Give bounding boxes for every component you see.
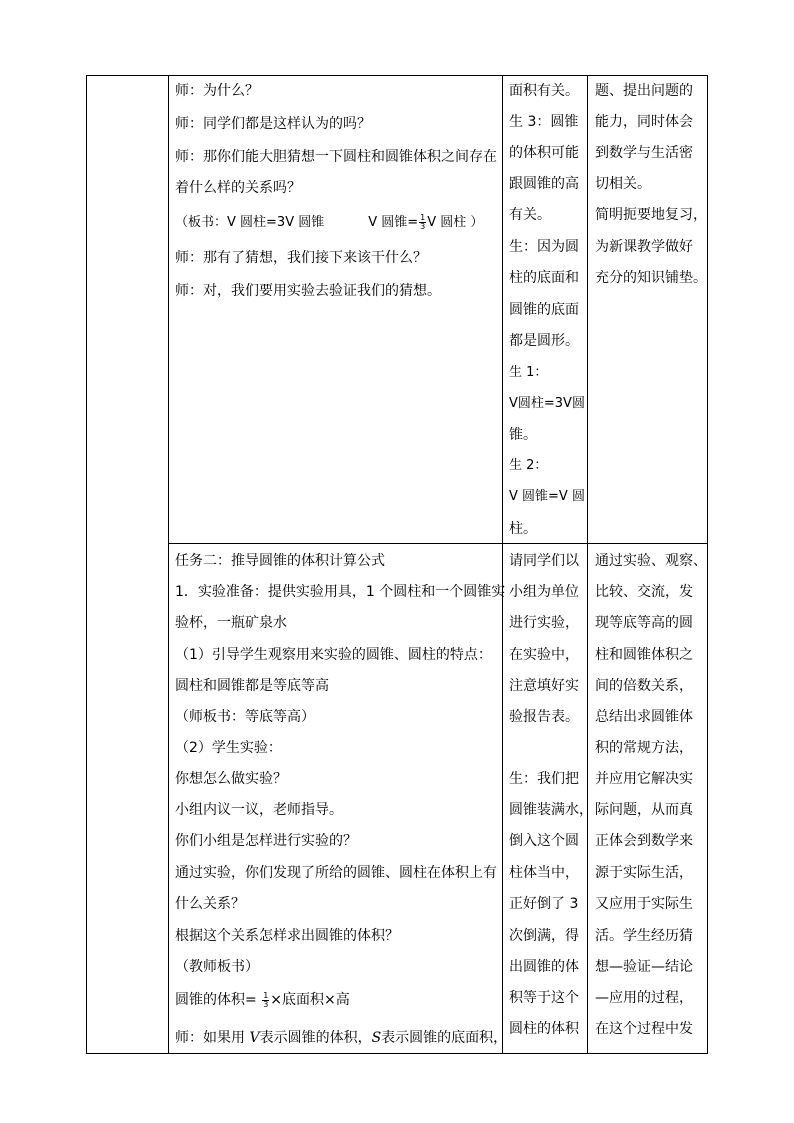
student-line: 柱。: [509, 521, 537, 537]
student-line: 生 3：圆锥: [509, 114, 579, 130]
fraction-one-third: $\frac{1}{3}$: [420, 213, 426, 231]
student-line: 圆柱的体积: [509, 1021, 579, 1037]
student-line: 在实验中，: [509, 647, 579, 663]
process-line: 验杯，一瓶矿泉水: [175, 615, 287, 631]
intent-line: 题、提出问题的: [595, 83, 693, 99]
intent-line: 总结出求圆锥体: [595, 709, 693, 725]
student-line: 柱的底面和: [509, 270, 579, 286]
student-line: 小组为单位: [509, 584, 579, 600]
student-line: 的体积可能: [509, 145, 579, 161]
process-line: （2）学生实验：: [175, 740, 282, 756]
process-line: 圆柱和圆锥都是等底等高: [175, 678, 329, 694]
student-line: 积等于这个: [509, 990, 579, 1006]
intent-line: 柱和圆锥体积之: [595, 647, 693, 663]
table-right-border: [707, 75, 708, 1054]
intent-line: 到数学与生活密: [595, 145, 693, 161]
process-line: 你想怎么做实验？: [175, 771, 287, 787]
student-line: 验报告表。: [509, 709, 579, 725]
intent-line: 积的常规方法，: [595, 740, 693, 756]
student-line: 有关。: [509, 207, 551, 223]
intent-line: 际问题，从而真: [595, 802, 693, 818]
student-line: 生：因为圆: [509, 239, 579, 255]
student-line: 面积有关。: [509, 83, 579, 99]
column-divider-1: [168, 75, 169, 1054]
student-line: 柱体当中，: [509, 865, 579, 881]
student-line: 圆锥的底面: [509, 302, 579, 318]
student-line: 出圆锥的体: [509, 959, 579, 975]
cone-volume-formula: [175, 990, 350, 1010]
student-line: 次倒满，得: [509, 928, 579, 944]
dialogue-line: 师：对，我们要用实验去验证我们的猜想。: [175, 283, 441, 299]
column-divider-2: [502, 75, 503, 1054]
intent-line: 又应用于实际生: [595, 896, 693, 912]
process-line: 1．实验准备：提供实验用具，1 个圆柱和一个圆锥实: [175, 584, 506, 600]
student-line: 圆锥装满水，: [509, 802, 593, 818]
student-line: 都是圆形。: [509, 333, 579, 349]
formula-part: V 圆锥=: [368, 215, 419, 230]
student-line: 锥。: [509, 427, 537, 443]
dialogue-line: 师：那你们能大胆猜想一下圆柱和圆锥体积之间存在: [175, 149, 497, 165]
student-line: 注意填好实: [509, 678, 579, 694]
intent-line: 现等底等高的圆: [595, 615, 693, 631]
task-title: 任务二：推导圆锥的体积计算公式: [175, 553, 385, 569]
intent-line: 在这个过程中发: [595, 1021, 693, 1037]
row-divider: [168, 543, 708, 544]
blackboard-formula: [175, 213, 483, 233]
process-line: （1）引导学生观察用来实验的圆锥、圆柱的特点：: [175, 647, 492, 663]
student-line: 生：我们把: [509, 771, 579, 787]
dialogue-line: 师：那有了猜想，我们接下来该干什么？: [175, 250, 427, 266]
student-line: 正好倒了 3: [509, 896, 579, 912]
intent-line: 充分的知识铺垫。: [595, 270, 707, 286]
intent-line: 并应用它解决实: [595, 771, 693, 787]
process-line: 根据这个关系怎样求出圆锥的体积？: [175, 928, 399, 944]
intent-line: 正体会到数学来: [595, 833, 693, 849]
process-line: 师：如果用 V表示圆锥的体积，S表示圆锥的底面积，: [175, 1030, 508, 1046]
intent-line: 为新课教学做好: [595, 239, 693, 255]
intent-line: 想—验证—结论: [595, 959, 693, 975]
process-line: 小组内议一议，老师指导。: [175, 802, 343, 818]
dialogue-line: 师：同学们都是这样认为的吗？: [175, 116, 371, 132]
variable-v: V: [249, 1030, 260, 1046]
student-line: V圆柱=3V圆: [509, 396, 585, 411]
table-top-border: [86, 75, 708, 76]
table-bottom-border: [86, 1053, 708, 1054]
process-line: （教师板书）: [175, 959, 259, 975]
column-divider-3: [587, 75, 588, 1054]
student-line: 进行实验，: [509, 615, 579, 631]
formula-part: （板书：V 圆柱=3V 圆锥: [175, 215, 325, 230]
student-line: 跟圆锥的高: [509, 176, 579, 192]
fraction-one-third: $\frac{1}{3}$: [263, 990, 269, 1009]
process-line: 你们小组是怎样进行实验的？: [175, 833, 357, 849]
table-left-border: [86, 75, 87, 1054]
formula-part: ×底面积×高: [270, 992, 350, 1008]
intent-line: 通过实验、观察、: [595, 553, 707, 569]
dialogue-line: 师：为什么？: [175, 83, 259, 99]
intent-line: —应用的过程，: [595, 990, 693, 1006]
student-line: 生 1：: [509, 365, 548, 380]
intent-line: 比较、交流，发: [595, 584, 693, 600]
intent-line: 能力，同时体会: [595, 114, 693, 130]
student-line: 生 2：: [509, 458, 548, 473]
variable-s: S: [371, 1030, 382, 1046]
dialogue-line: 着什么样的关系吗？: [175, 180, 301, 196]
intent-line: 间的倍数关系，: [595, 678, 693, 694]
intent-line: 简明扼要地复习，: [595, 207, 707, 223]
process-line: （师板书：等底等高）: [175, 709, 315, 725]
intent-line: 源于实际生活，: [595, 865, 693, 881]
intent-line: 活。学生经历猜: [595, 928, 693, 944]
formula-part: V 圆柱 ）: [427, 215, 484, 230]
process-line: 通过实验，你们发现了所给的圆锥、圆柱在体积上有: [175, 865, 497, 881]
student-line: 请同学们以: [509, 553, 579, 569]
intent-line: 切相关。: [595, 176, 651, 192]
formula-part: 圆锥的体积=: [175, 992, 262, 1008]
student-line: V 圆锥=V 圆: [509, 489, 585, 504]
process-line: 什么关系？: [175, 896, 245, 912]
student-line: 倒入这个圆: [509, 833, 579, 849]
